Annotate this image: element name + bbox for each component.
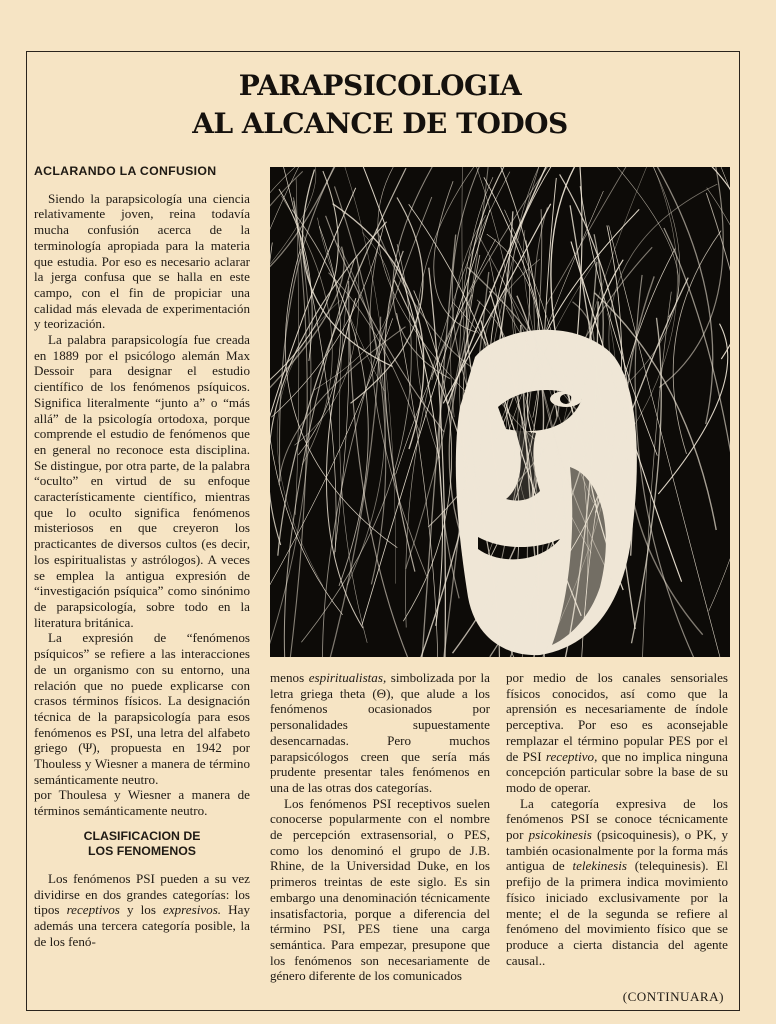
paragraph: Siendo la parapsicología una ciencia relativamente joven, reina todavía mucha confusión acerca de la terminología apropiada para la materia que estudia. Por eso es necesario aclarar la jerga confusa que se halla en este campo, con el fin de propiciar una calidad más elevada de experimentación y teorización. [34,190,250,332]
portrait-svg [270,167,730,657]
paragraph: por Thoulesa y Wiesner a manera de términos semánticamente neutro. [34,787,250,819]
emphasis: psicokinesis [528,827,592,843]
text-run: y los [119,902,164,918]
article-title-line2: AL ALCANCE DE TODOS [192,107,568,140]
text-run: menos [270,670,309,685]
emphasis: expresivos. [163,902,222,918]
text-run: simbolizada por la letra griega theta (Θ), que alude a los fenómenos ocasionados por personalidades supuestamente desencarnadas. Pero muchos parapsicólogos creen que sería más prudente presentar tales fenómenos en una de las otras dos categorías. [270,670,490,795]
text-run: Hay además una tercera categoría posible, la de los fenó- [34,902,250,949]
text-run: Los fenómenos PSI pueden a su vez dividirse en dos grandes categorías: los tipos [34,870,250,918]
text-run: que no implica ninguna concepción particular sobre la base de su modo de operar. [506,748,728,795]
text-run: (psicoquinesis), o PK, y también ocasionalmente por la forma más antigua de [506,827,728,874]
paragraph [506,796,728,969]
emphasis: telekinesis [572,858,627,874]
paragraph [270,670,490,796]
paragraph: La palabra parapsicología fue creada en 1889 por el psicólogo alemán Max Dessoir para designar el estudio científico de los fenómenos psíquicos. Significa literalmente “junto a” o “más allá” de la psicología ortodoxa, porque comprende el estudio de fenómenos que en general no reconoce esta disciplina. Se distingue, por otra parte, de la palabra “oculto” en virtud de su enfoque característicamente científico, mientras que lo oculto significa fenómenos misteriosos en que creyeron los practicantes de diversos cultos (es decir, los espiritualistas y astrólogos). A veces se emplea la antigua expresión de “investigación psíquica” como sinónimo de parapsicología, sobre todo en la literatura británica. [34,332,250,630]
paragraph: Los fenómenos PSI receptivos suelen conocerse popularmente con el nombre de percepción extrasensorial, o PES, como los denominó el grupo de J.B. Rhine, de la Universidad Duke, en los primeros treintas de este siglo. Es sin embargo una denominación técnicamente insatisfactoria, porque a diferencia del término PSI, PES tiene una carga semántica. Para empezar, presupone que los fenómenos son necesariamente de género diferente de los comunicados [270,795,490,984]
emphasis: espiritualistas, [308,670,387,685]
text-column-1 [34,164,250,949]
emphasis: receptivos [66,902,120,918]
subsection-heading-line2: LOS FENOMENOS [88,843,196,858]
subsection-heading-line1: CLASIFICACION DE [83,828,201,843]
woodcut-portrait-image [270,167,730,657]
section-heading: ACLARANDO LA CONFUSION [34,164,217,178]
subsection-heading [34,829,250,859]
paragraph [506,670,728,796]
text-column-2 [270,670,490,984]
text-column-3 [506,670,728,968]
article-title-line1: PARAPSICOLOGIA [238,69,522,102]
emphasis: receptivo, [545,748,598,764]
paragraph [34,871,250,950]
text-run: (telequinesis). El prefijo de la primera indica movimiento físico iniciado exclusivamente por la mente; el de la segunda se refiere al fenómeno del movimiento físico que se produce a cierta distancia del agente causal.. [506,858,728,968]
continued-label: (CONTINUARA) [622,989,724,1004]
text-run: por medio de los canales sensoriales físicos conocidos, así como que la aprensión es necesariamente de índole perceptiva. Por eso es aconsejable remplazar el término popular PES por el de PSI [506,670,728,764]
paragraph: La expresión de “fenómenos psíquicos” se refiere a las interacciones de un organismo con su entorno, una relación que no puede explicarse con crasos términos físicos. La designación técnica de la parapsicología para esos fenómenos es PSI, una letra del alfabeto griego (Ψ), propuesta en 1942 por Thouless y Wiesner a manera de término semánticamente neutro. [34,630,250,787]
text-run: La categoría expresiva de los fenómenos PSI se conoce técnicamente por [506,795,728,843]
